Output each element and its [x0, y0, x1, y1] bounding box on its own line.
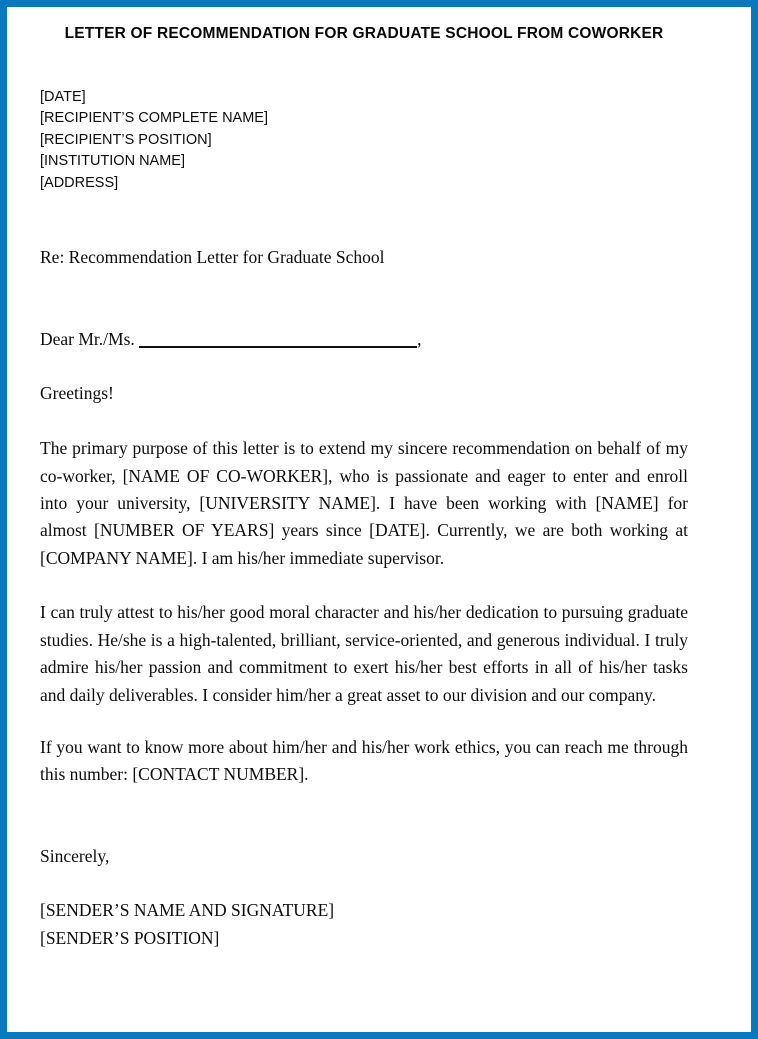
body-paragraph-1: The primary purpose of this letter is to extend my sincere recommendation on behalf of my co-worker, [NAME OF CO-WORKER], who is passionate and eager to enter and enroll into your university, [UNIVERSITY NAME]. I have been working with [NAME] for almost [NUMBER OF YEARS] years since [DATE]. Currently, we are both working at [COMPANY NAME]. I am his/her immediate supervisor.	[40, 438, 688, 568]
greeting-line: Greetings!	[40, 382, 114, 403]
sender-position: [SENDER’S POSITION]	[40, 927, 220, 948]
recipient-date: [DATE]	[40, 89, 86, 105]
signature-block	[40, 897, 688, 952]
recipient-address: [ADDRESS]	[40, 174, 119, 191]
recipient-address-block	[40, 87, 688, 194]
body-paragraph-2: I can truly attest to his/her good moral character and his/her dedication to pursuing graduate studies. He/she is a high-talented, brilliant, service-oriented, and generous individual. I truly admire his/her passion and commitment to exert his/her best efforts in all of his/her tasks and daily deliverables. I consider him/her a great asset to our division and our company.	[40, 602, 688, 705]
salutation-prefix: Dear Mr./Ms.	[40, 329, 135, 350]
body-paragraph-3: If you want to know more about him/her and his/her work ethics, you can reach me through this number: [CONTACT NUMBER].	[40, 736, 688, 785]
letter-content	[7, 7, 751, 952]
recipient-position: [RECIPIENT’S POSITION]	[40, 131, 212, 148]
sender-name-signature: [SENDER’S NAME AND SIGNATURE]	[40, 900, 335, 921]
salutation-blank-line	[139, 346, 417, 348]
recipient-name: [RECIPIENT’S COMPLETE NAME]	[40, 110, 269, 127]
subject-line: Re: Recommendation Letter for Graduate School	[40, 247, 385, 268]
recipient-institution: [INSTITUTION NAME]	[40, 153, 185, 170]
salutation-line	[40, 326, 688, 353]
letter-title: LETTER OF RECOMMENDATION FOR GRADUATE SCHOOL FROM COWORKER	[64, 25, 664, 42]
salutation-comma: ,	[417, 329, 422, 350]
closing-line: Sincerely,	[40, 845, 110, 866]
